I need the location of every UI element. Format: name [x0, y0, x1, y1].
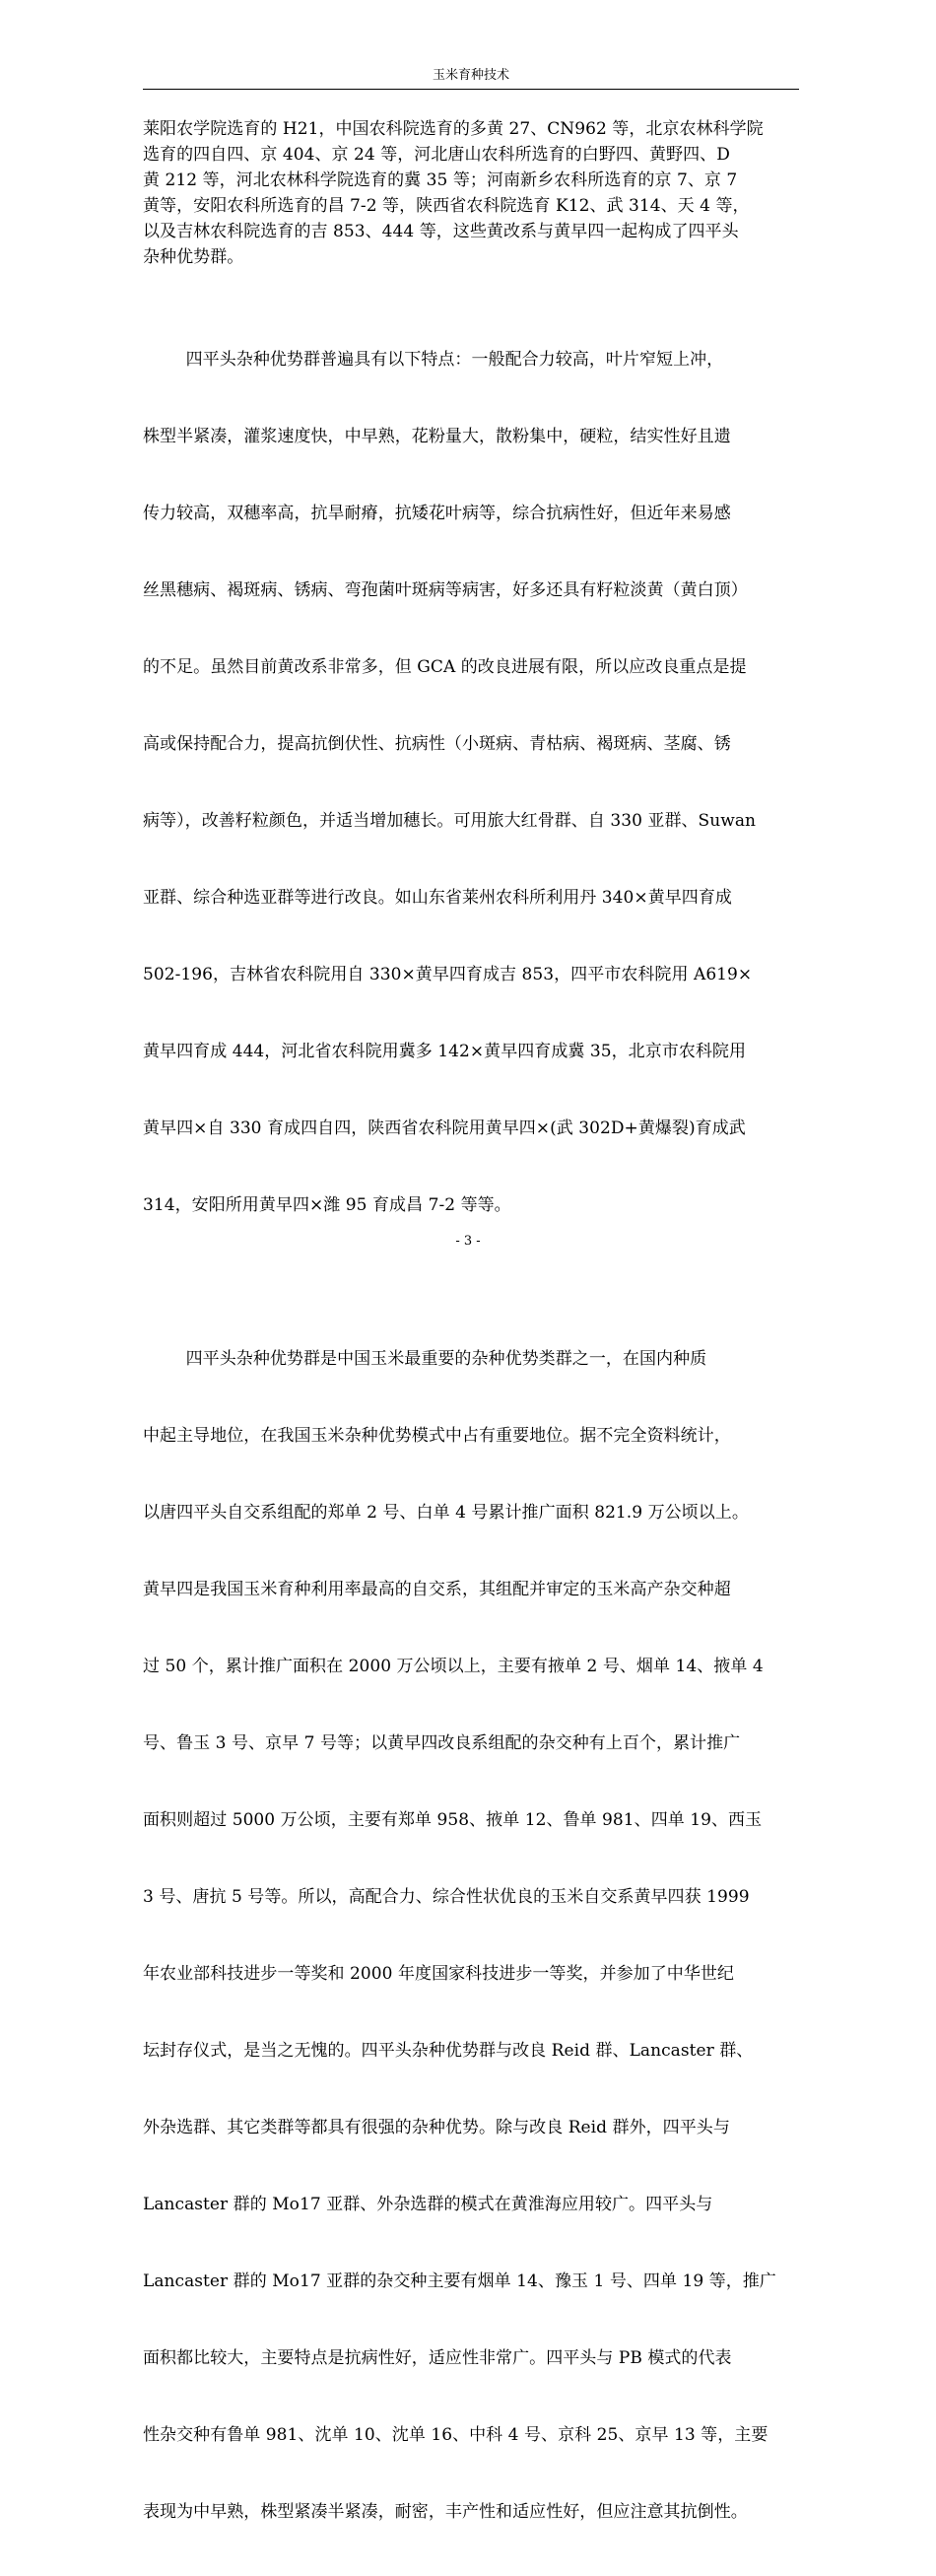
- text-line: 亚群、综合种选亚群等进行改良。如山东省莱州农科所利用丹 340×黄早四育成: [143, 888, 732, 908]
- text-line: 以唐四平头自交系组配的郑单 2 号、白单 4 号累计推广面积 821.9 万公顷以上。: [143, 1503, 749, 1523]
- paragraph-2: [143, 296, 803, 1269]
- header-title: 玉米育种技术: [432, 68, 509, 83]
- text-line: 黄 212 等，河北农林科学院选育的冀 35 等；河南新乡农科所选育的京 7、京 7: [143, 170, 738, 190]
- text-line: 过 50 个，累计推广面积在 2000 万公顷以上，主要有掖单 2 号、烟单 14、掖单 4: [143, 1657, 764, 1676]
- text-line: 黄等，安阳农科所选育的昌 7-2 等，陕西省农科院选育 K12、武 314、天 4 等，: [143, 196, 750, 216]
- text-line: 314，安阳所用黄早四×潍 95 育成昌 7-2 等等。: [143, 1195, 511, 1215]
- text-line: 面积则超过 5000 万公顷，主要有郑单 958、掖单 12、鲁单 981、四单 19、西玉: [143, 1810, 763, 1830]
- paragraph-1: [143, 116, 803, 270]
- text-line: 502-196，吉林省农科院用自 330×黄早四育成吉 853，四平市农科院用 A619×: [143, 965, 753, 984]
- text-line: 外杂选群、其它类群等都具有很强的杂种优势。除与改良 Reid 群外，四平头与: [143, 2118, 730, 2137]
- text-line: 杂种优势群。: [143, 247, 244, 267]
- text-line: 传力较高，双穗率高，抗旱耐瘠，抗矮花叶病等，综合抗病性好，但近年来易感: [143, 504, 731, 523]
- text-line: 高或保持配合力，提高抗倒伏性、抗病性（小斑病、青枯病、褐斑病、茎腐、锈: [143, 734, 731, 754]
- text-line: 黄早四×自 330 育成四自四，陕西省农科院用黄早四×(武 302D+黄爆裂)育成武: [143, 1119, 746, 1138]
- page-footer: [0, 1232, 936, 1252]
- text-line: 坛封存仪式，是当之无愧的。四平头杂种优势群与改良 Reid 群、Lancaster 群、: [143, 2041, 754, 2061]
- page-header: [143, 65, 799, 90]
- text-line: 黄早四育成 444，河北省农科院用冀多 142×黄早四育成冀 35，北京市农科院用: [143, 1042, 747, 1061]
- text-line: 年农业部科技进步一等奖和 2000 年度国家科技进步一等奖，并参加了中华世纪: [143, 1964, 734, 1984]
- text-line: 病等），改善籽粒颜色，并适当增加穗长。可用旅大红骨群、自 330 亚群、Suwan: [143, 811, 757, 831]
- text-line: 选育的四自四、京 404、京 24 等，河北唐山农科所选育的白野四、黄野四、D: [143, 145, 730, 165]
- text-line: 丝黑穗病、褐斑病、锈病、弯孢菌叶斑病等病害，好多还具有籽粒淡黄（黄白顶）: [143, 580, 748, 600]
- text-line: 以及吉林农科院选育的吉 853、444 等，这些黄改系与黄早四一起构成了四平头: [143, 222, 739, 241]
- document-body: [143, 116, 803, 2576]
- text-line: 面积都比较大，主要特点是抗病性好，适应性非常广。四平头与 PB 模式的代表: [143, 2348, 732, 2368]
- page-number: - 3 -: [455, 1234, 481, 1249]
- text-line: Lancaster 群的 Mo17 亚群、外杂选群的模式在黄淮海应用较广。四平头与: [143, 2195, 713, 2214]
- text-line: 性杂交种有鲁单 981、沈单 10、沈单 16、中科 4 号、京科 25、京早 13 等，主要: [143, 2425, 769, 2445]
- text-line: 黄早四是我国玉米育种利用率最高的自交系，其组配并审定的玉米高产杂交种超: [143, 1580, 731, 1599]
- text-line: 中起主导地位，在我国玉米杂种优势模式中占有重要地位。据不完全资料统计，: [143, 1426, 731, 1446]
- text-line: 号、鲁玉 3 号、京早 7 号等；以黄早四改良系组配的杂交种有上百个，累计推广: [143, 1733, 741, 1753]
- text-line: 表现为中早熟，株型紧凑半紧凑，耐密，丰产性和适应性好，但应注意其抗倒性。: [143, 2502, 748, 2522]
- text-line: 四平头杂种优势群是中国玉米最重要的杂种优势类群之一，在国内种质: [143, 1349, 707, 1369]
- text-line: 株型半紧凑，灌浆速度快，中早熟，花粉量大，散粉集中，硬粒，结实性好且遗: [143, 427, 731, 446]
- text-line: 四平头杂种优势群普遍具有以下特点：一般配合力较高，叶片窄短上冲，: [143, 350, 724, 370]
- paragraph-3: [143, 1295, 803, 2576]
- text-line: 3 号、唐抗 5 号等。所以，高配合力、综合性状优良的玉米自交系黄早四获 1999: [143, 1887, 750, 1907]
- text-line: 莱阳农学院选育的 H21，中国农科院选育的多黄 27、CN962 等，北京农林科学院: [143, 119, 764, 139]
- text-line: 的不足。虽然目前黄改系非常多，但 GCA 的改良进展有限，所以应改良重点是提: [143, 657, 747, 677]
- text-line: Lancaster 群的 Mo17 亚群的杂交种主要有烟单 14、豫玉 1 号、四单 19 等，推广: [143, 2271, 776, 2291]
